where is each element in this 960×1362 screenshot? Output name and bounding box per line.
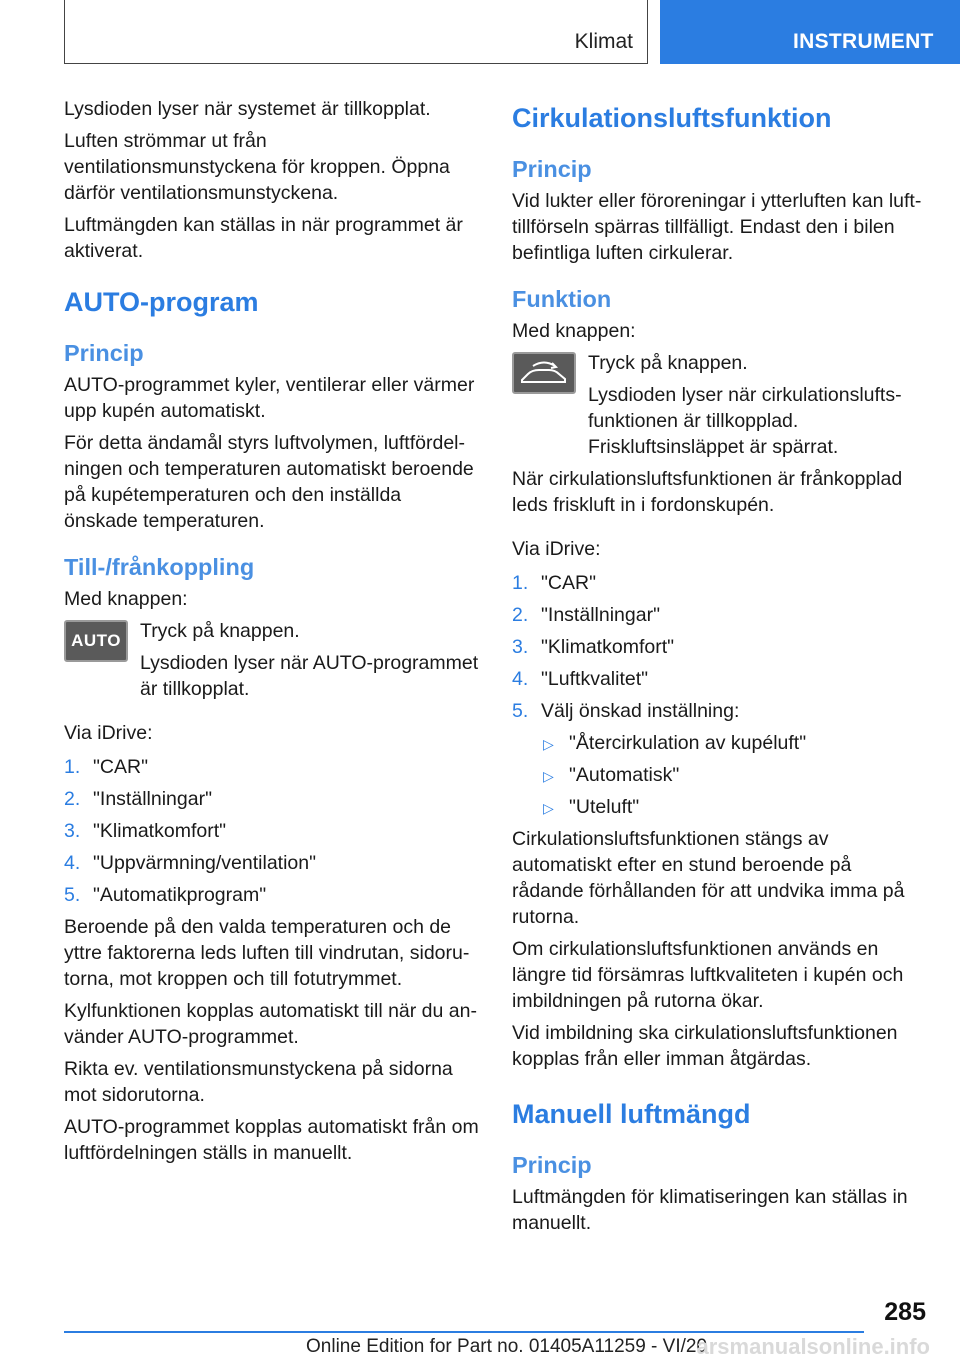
paragraph: Om cirkulationsluftsfunktionen används en längre tid försämras luftkvaliteten i kupén och imbildningen på rutorna ökar. <box>512 938 904 1012</box>
paragraph: Rikta ev. ventilationsmunstyckena på sidorna mot sidorutorna. <box>64 1058 453 1106</box>
subheading-funktion: Funktion <box>512 286 612 312</box>
subheading-till-frankoppling: Till-/frånkoppling <box>64 554 255 580</box>
step-text: "CAR" <box>93 756 149 778</box>
step-number: 2. <box>512 604 529 626</box>
step-number: 5. <box>512 700 529 722</box>
paragraph: AUTO-programmet kyler, ventilerar eller värmer upp kupén automatiskt. <box>64 374 475 422</box>
heading-auto-program: AUTO-program <box>64 287 259 317</box>
step-text: "Uppvärmning/ventilation" <box>93 852 317 874</box>
step-number: 4. <box>64 852 81 874</box>
instruction-line: Lysdioden lyser när AUTO-programmet är tillkopplat. <box>140 652 479 700</box>
paragraph: Luften strömmar ut från ventilationsmunstyckena för kroppen. Öppna därför ventilationsmunstyckena. <box>64 130 450 204</box>
list-item <box>64 818 480 844</box>
step-number: 2. <box>64 788 81 810</box>
sub-list-item <box>541 730 928 756</box>
paragraph: Kylfunktionen kopplas automatiskt till när du använder AUTO-programmet. <box>64 1000 477 1048</box>
paragraph: Beroende på den valda temperaturen och de yttre faktorerna leds luften till vindrutan, sidorutorna, mot kroppen och till fotutrymmet. <box>64 916 470 990</box>
step-number: 3. <box>512 636 529 658</box>
footer-divider <box>64 1331 864 1333</box>
car-recirculation-icon <box>519 360 569 386</box>
sub-list-item <box>541 762 928 788</box>
right-column <box>512 96 928 1242</box>
paragraph: Med knappen: <box>512 320 636 342</box>
paragraph: Via iDrive: <box>512 538 601 560</box>
step-text: "Automatikprogram" <box>93 884 267 906</box>
section-title: Klimat <box>574 30 633 53</box>
paragraph: Med knappen: <box>64 588 188 610</box>
heading-manuell-luftmangd: Manuell luftmängd <box>512 1099 751 1129</box>
auto-button-instruction <box>64 618 480 702</box>
subheading-princip: Princip <box>64 340 144 366</box>
heading-cirkulationsluftsfunktion: Cirkulationsluftsfunktion <box>512 103 832 133</box>
step-text: "Klimatkomfort" <box>93 820 227 842</box>
paragraph: När cirkulationsluftsfunktionen är frånkopplad leds friskluft in i fordonskupén. <box>512 468 903 516</box>
step-text: Välj önskad inställning: <box>541 700 740 722</box>
triangle-bullet-icon: ▷ <box>543 736 554 752</box>
list-item <box>64 882 480 908</box>
paragraph: Vid lukter eller föroreningar i ytterluften kan lufttillförseln spärras tillfälligt. Endast den i bilen befintliga luften cirkulerar. <box>512 190 922 264</box>
sub-step-text: "Uteluft" <box>569 796 640 818</box>
paragraph: AUTO-programmet kopplas automatiskt från om luftfördelningen ställs in manuellt. <box>64 1116 479 1164</box>
instruction-line: Tryck på knappen. <box>588 352 748 374</box>
step-text: "CAR" <box>541 572 597 594</box>
list-item <box>512 666 928 692</box>
step-text: "Klimatkomfort" <box>541 636 675 658</box>
auto-button-icon <box>64 620 128 662</box>
chapter-tab[interactable]: INSTRUMENT <box>660 0 960 64</box>
header-box <box>64 0 648 64</box>
paragraph: Luftmängden kan ställas in när programmet är aktiverat. <box>64 214 463 262</box>
step-number: 5. <box>64 884 81 906</box>
list-item <box>64 850 480 876</box>
step-number: 4. <box>512 668 529 690</box>
left-column <box>64 96 480 1172</box>
recirculation-button-instruction <box>512 350 928 460</box>
list-item <box>64 786 480 812</box>
recirculation-car-icon <box>512 352 576 394</box>
step-number: 3. <box>64 820 81 842</box>
sub-list-item <box>541 794 928 820</box>
triangle-bullet-icon: ▷ <box>543 800 554 816</box>
sub-step-text: "Automatisk" <box>569 764 680 786</box>
step-number: 1. <box>512 572 529 594</box>
list-item <box>512 698 928 820</box>
watermark: arsmanualsonline.info <box>696 1334 930 1359</box>
paragraph: För detta ändamål styrs luftvolymen, luftfördelningen och temperaturen automatiskt beroende på kupétemperaturen och den inställda önskade temperaturen. <box>64 432 474 532</box>
sub-step-text: "Återcirkulation av kupéluft" <box>569 732 807 754</box>
list-item <box>512 602 928 628</box>
triangle-bullet-icon: ▷ <box>543 768 554 784</box>
paragraph: Cirkulationsluftsfunktionen stängs av automatiskt efter en stund beroende på rådande förhållanden för att undvika imma på rutorna. <box>512 828 905 928</box>
paragraph: Via iDrive: <box>64 722 153 744</box>
step-text: "Inställningar" <box>93 788 212 810</box>
instruction-line: Lysdioden lyser när cirkulationsluftsfunktionen är tillkopplad. Friskluftsinsläppet är spärrat. <box>588 384 902 458</box>
page-number: 285 <box>884 1298 926 1326</box>
paragraph: Luftmängden för klimatiseringen kan ställas in manuellt. <box>512 1186 908 1234</box>
auto-button-label: AUTO <box>71 631 121 650</box>
step-list <box>512 570 928 820</box>
footer-edition: Online Edition for Part no. 01405A11259 - VI/20 <box>306 1336 708 1357</box>
step-text: "Luftkvalitet" <box>541 668 649 690</box>
step-text: "Inställningar" <box>541 604 660 626</box>
instruction-line: Tryck på knappen. <box>140 620 300 642</box>
list-item <box>64 754 480 780</box>
step-number: 1. <box>64 756 81 778</box>
list-item <box>512 634 928 660</box>
step-list <box>64 754 480 908</box>
paragraph: Vid imbildning ska cirkulationsluftsfunktionen kopplas från eller imman åtgärdas. <box>512 1022 898 1070</box>
paragraph: Lysdioden lyser när systemet är tillkopplat. <box>64 98 431 120</box>
subheading-princip: Princip <box>512 156 592 182</box>
sub-step-list <box>541 730 928 820</box>
subheading-princip: Princip <box>512 1152 592 1178</box>
list-item <box>512 570 928 596</box>
